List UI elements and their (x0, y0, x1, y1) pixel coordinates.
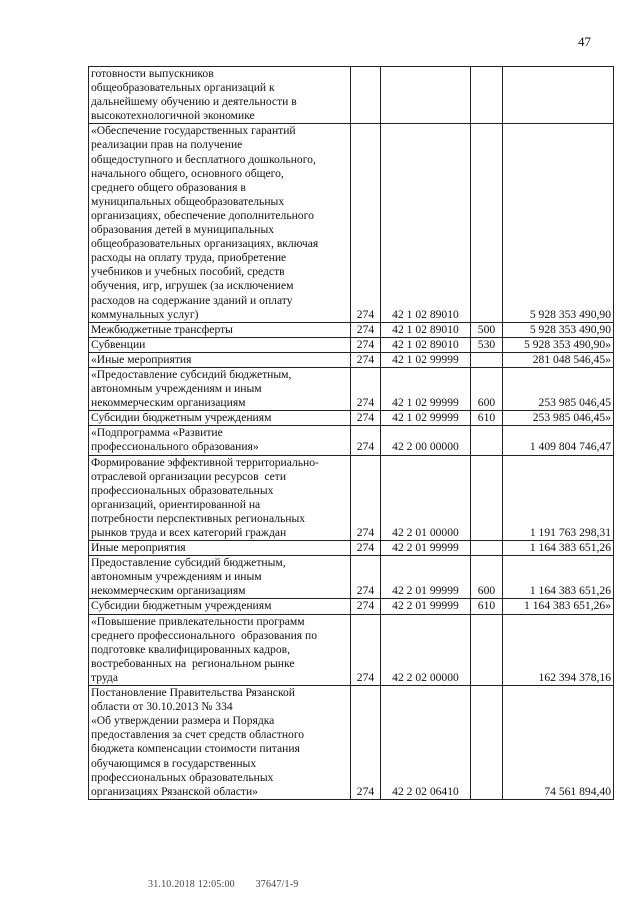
table-row (89, 352, 614, 367)
row-name-cell: Субвенции (89, 337, 351, 352)
row-type-cell (471, 67, 503, 124)
row-name-cell: Постановление Правительства Рязанской области от 30.10.2013 № 334 «Об утверждении размера и Порядка предоставления за счет средств областного бюджета компенсации стоимости питания обучающимся в государственных профессиональных образовательных организациях Рязанской области» (89, 686, 351, 800)
row-type-cell (471, 541, 503, 556)
row-name-cell: Субсидии бюджетным учреждениям (89, 599, 351, 614)
row-type-cell (471, 352, 503, 367)
row-code-cell (351, 67, 381, 124)
table-row (89, 124, 614, 322)
row-code-cell: 274 (351, 124, 381, 322)
row-type-cell: 610 (471, 411, 503, 426)
table-row (89, 411, 614, 426)
row-article-cell: 42 2 02 00000 (381, 614, 471, 685)
page-number: 47 (578, 34, 591, 49)
row-name-cell: Формирование эффективной территориально- отраслевой организации ресурсов сети профессиональных образовательных организаций, ориентированной на потребности перспективных региональных рынков труда и всех категорий граждан (89, 455, 351, 541)
row-sum-cell: 281 048 546,45» (503, 352, 614, 367)
row-sum-cell: 1 409 804 746,47 (503, 426, 614, 455)
row-code-cell: 274 (351, 322, 381, 337)
table-row (89, 556, 614, 599)
table-row (89, 599, 614, 614)
row-type-cell (471, 426, 503, 455)
footer (148, 879, 316, 890)
row-type-cell: 530 (471, 337, 503, 352)
row-code-cell: 274 (351, 614, 381, 685)
row-sum-cell: 1 164 383 651,26 (503, 541, 614, 556)
row-article-cell: 42 2 01 99999 (381, 541, 471, 556)
row-article-cell: 42 2 01 00000 (381, 455, 471, 541)
row-sum-cell (503, 67, 614, 124)
table-row (89, 455, 614, 541)
row-type-cell: 600 (471, 556, 503, 599)
row-code-cell: 274 (351, 352, 381, 367)
row-name-cell: готовности выпускников общеобразовательных организаций к дальнейшему обучению и деятельности в высокотехнологичной экономике (89, 67, 351, 124)
row-sum-cell: 5 928 353 490,90» (503, 337, 614, 352)
row-code-cell: 274 (351, 541, 381, 556)
row-name-cell: «Подпрограмма «Развитие профессионального образования» (89, 426, 351, 455)
row-sum-cell: 1 191 763 298,31 (503, 455, 614, 541)
row-sum-cell: 253 985 046,45 (503, 367, 614, 410)
row-code-cell: 274 (351, 455, 381, 541)
row-type-cell: 500 (471, 322, 503, 337)
row-article-cell: 42 1 02 99999 (381, 352, 471, 367)
row-type-cell (471, 614, 503, 685)
row-article-cell: 42 1 02 99999 (381, 411, 471, 426)
budget-table (88, 66, 614, 800)
table-row (89, 67, 614, 124)
row-type-cell (471, 686, 503, 800)
row-code-cell: 274 (351, 686, 381, 800)
footer-doc-id: 37647/1-9 (255, 879, 299, 890)
row-sum-cell: 162 394 378,16 (503, 614, 614, 685)
row-name-cell: Межбюджетные трансферты (89, 322, 351, 337)
row-type-cell (471, 455, 503, 541)
row-name-cell: Предоставление субсидий бюджетным, автономным учреждениям и иным некоммерческим организациям (89, 556, 351, 599)
row-article-cell: 42 2 00 00000 (381, 426, 471, 455)
row-code-cell: 274 (351, 337, 381, 352)
row-sum-cell: 1 164 383 651,26 (503, 556, 614, 599)
row-article-cell: 42 1 02 89010 (381, 337, 471, 352)
footer-timestamp: 31.10.2018 12:05:00 (148, 879, 235, 890)
row-name-cell: Субсидии бюджетным учреждениям (89, 411, 351, 426)
table-row (89, 426, 614, 455)
row-name-cell: «Обеспечение государственных гарантий реализации прав на получение общедоступного и бесплатного дошкольного, начального общего, основного общего, среднего общего образования в муниципальных общеобразовательных организациях, обеспечение дополнительного образования детей в муниципальных общеобразовательных организациях, включая расходы на оплату труда, приобретение учебников и учебных пособий, средств обучения, игр, игрушек (за исключением расходов на содержание зданий и оплату коммунальных услуг) (89, 124, 351, 322)
row-article-cell: 42 2 01 99999 (381, 599, 471, 614)
row-sum-cell: 1 164 383 651,26» (503, 599, 614, 614)
row-sum-cell: 5 928 353 490,90 (503, 322, 614, 337)
row-code-cell: 274 (351, 599, 381, 614)
budget-table-body (89, 67, 614, 800)
row-article-cell: 42 1 02 99999 (381, 367, 471, 410)
row-type-cell: 610 (471, 599, 503, 614)
row-type-cell: 600 (471, 367, 503, 410)
row-name-cell: «Иные мероприятия (89, 352, 351, 367)
table-row (89, 686, 614, 800)
row-code-cell: 274 (351, 411, 381, 426)
row-article-cell (381, 67, 471, 124)
row-code-cell: 274 (351, 556, 381, 599)
table-row (89, 322, 614, 337)
row-name-cell: Иные мероприятия (89, 541, 351, 556)
table-row (89, 541, 614, 556)
row-article-cell: 42 1 02 89010 (381, 322, 471, 337)
row-article-cell: 42 2 02 06410 (381, 686, 471, 800)
row-article-cell: 42 2 01 99999 (381, 556, 471, 599)
table-row (89, 337, 614, 352)
row-sum-cell: 74 561 894,40 (503, 686, 614, 800)
row-code-cell: 274 (351, 426, 381, 455)
row-type-cell (471, 124, 503, 322)
table-row (89, 614, 614, 685)
row-article-cell: 42 1 02 89010 (381, 124, 471, 322)
row-sum-cell: 5 928 353 490,90 (503, 124, 614, 322)
row-name-cell: «Повышение привлекательности программ среднего профессионального образования по подготовке квалифицированных кадров, востребованных на региональном рынке труда (89, 614, 351, 685)
row-code-cell: 274 (351, 367, 381, 410)
row-name-cell: «Предоставление субсидий бюджетным, автономным учреждениям и иным некоммерческим организациям (89, 367, 351, 410)
table-row (89, 367, 614, 410)
row-sum-cell: 253 985 046,45» (503, 411, 614, 426)
